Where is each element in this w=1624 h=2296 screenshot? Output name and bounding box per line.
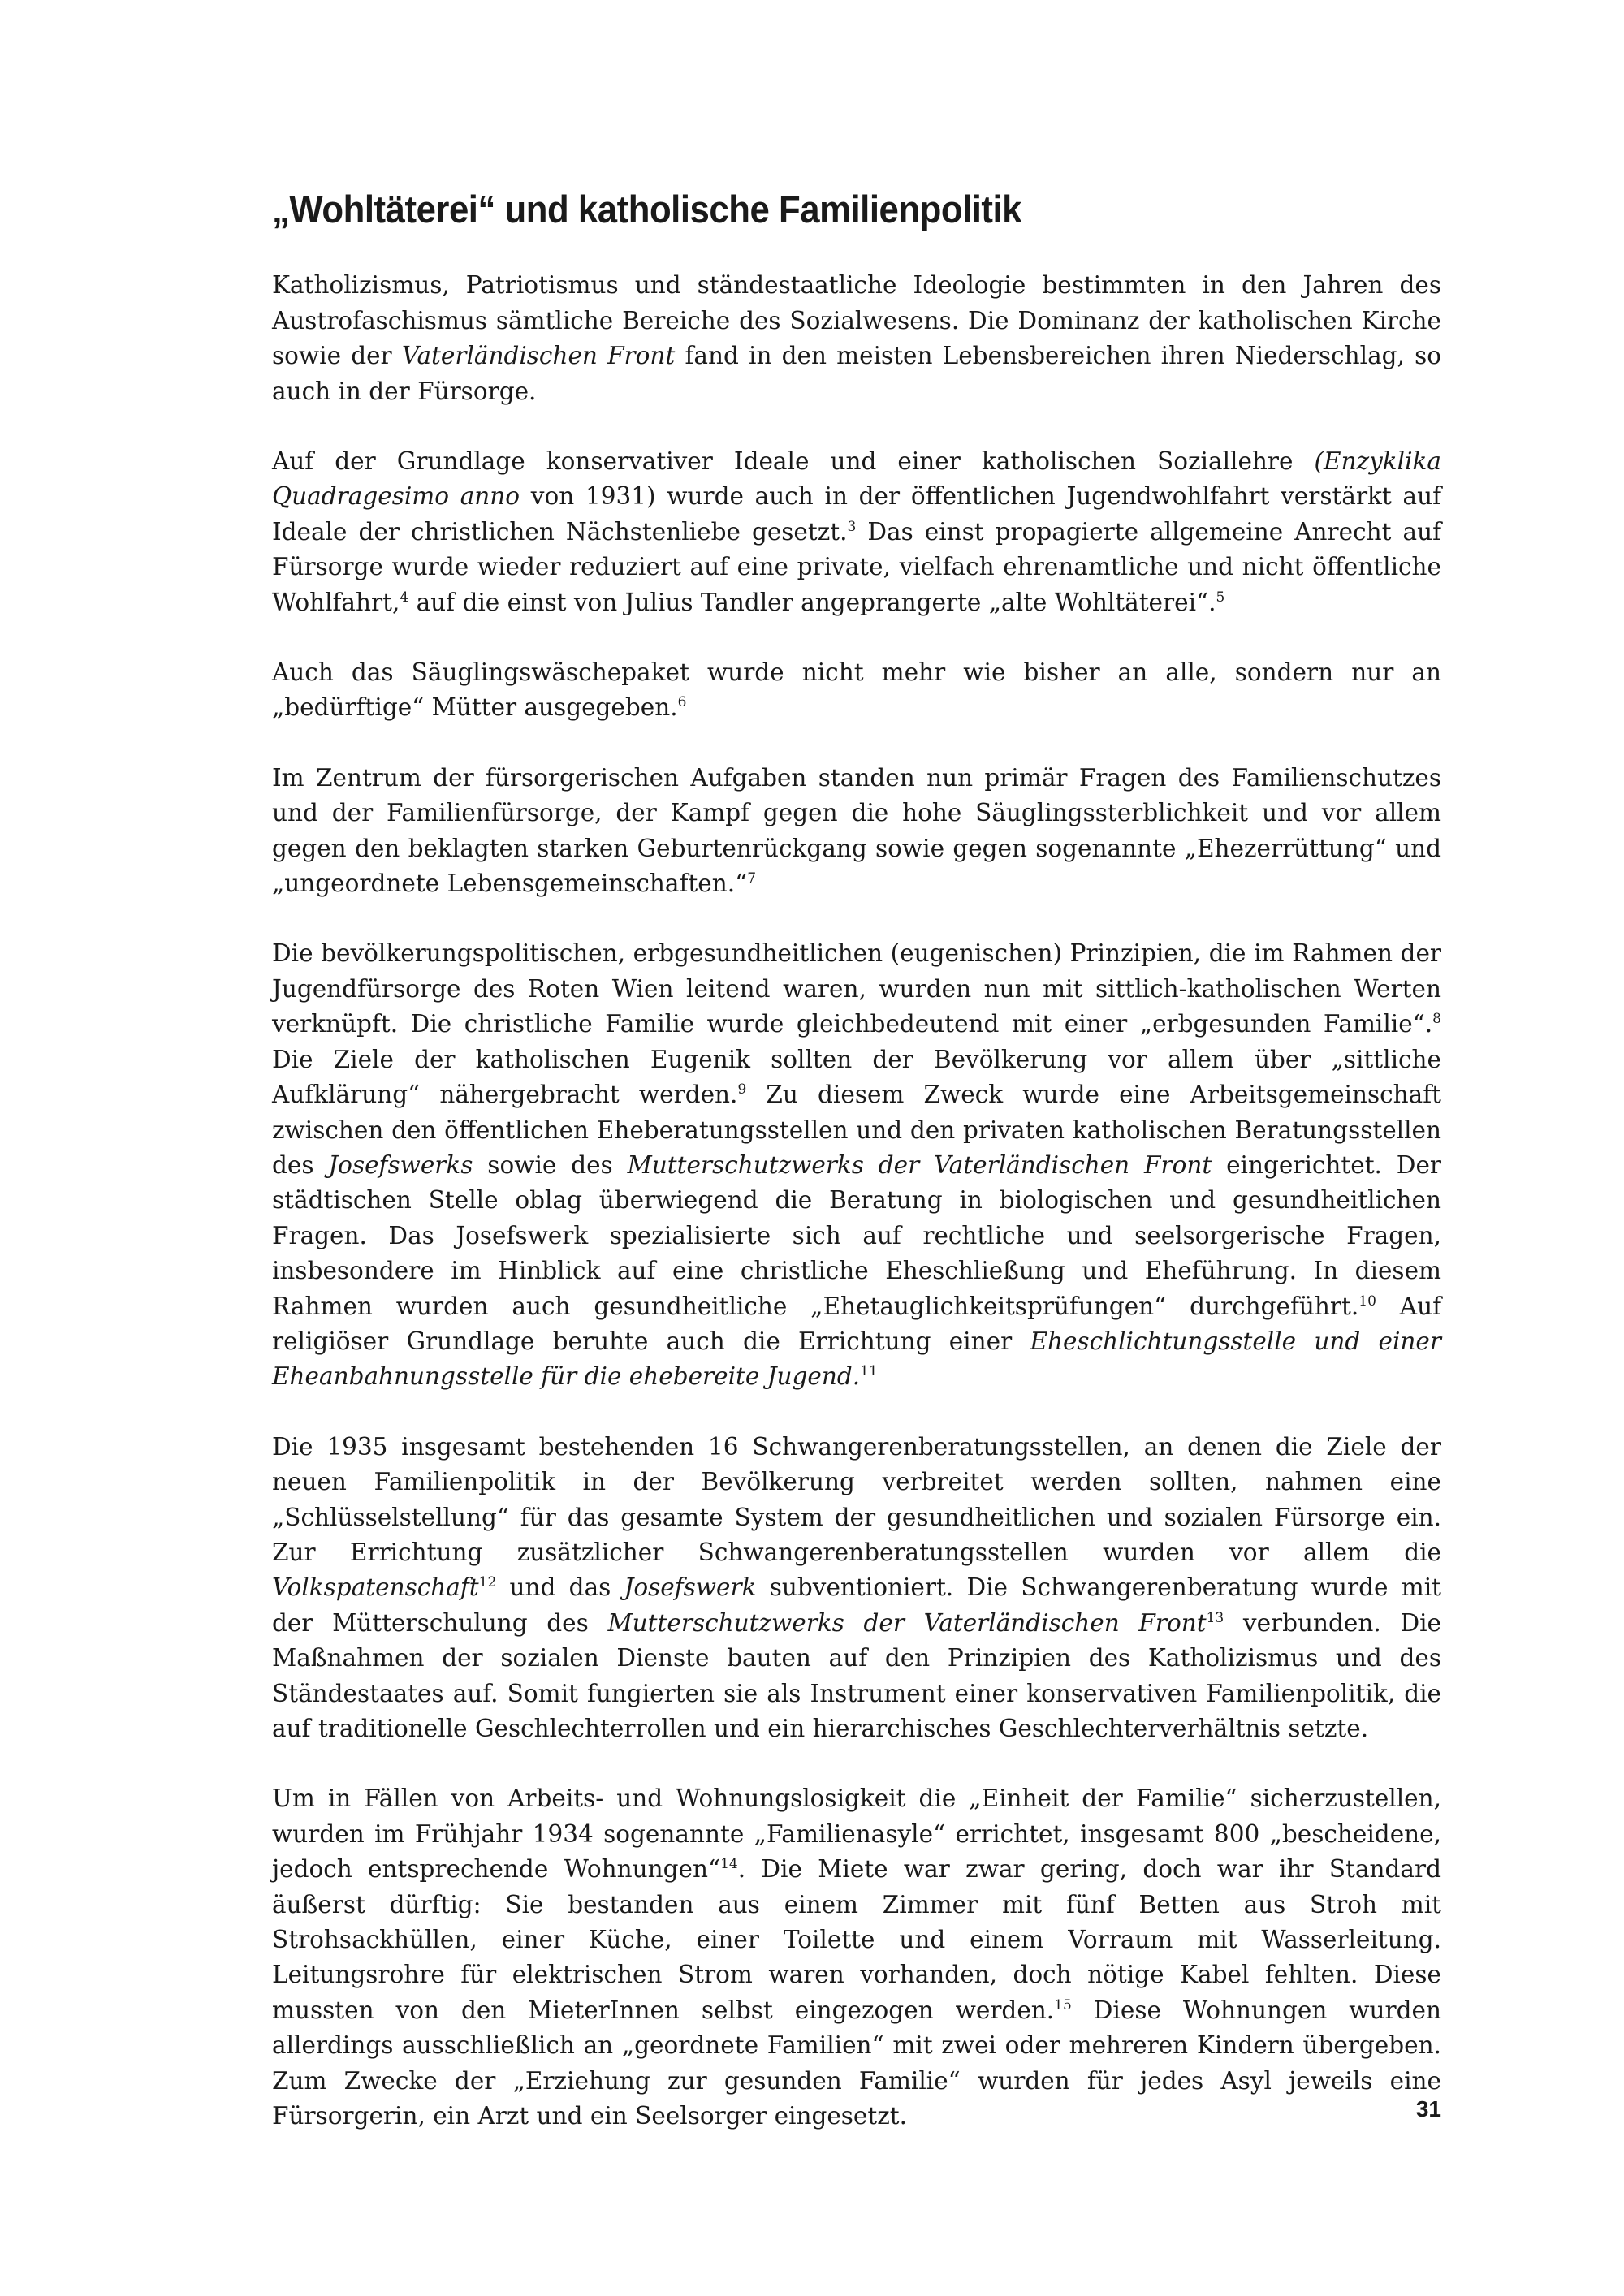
text-run: Die bevölkerungspolitischen, erbgesundheitlichen (eugenischen) Prinzipien, die im Rahmen der Jugendfürsorge des Roten Wien leitend waren, wurden nun mit sittlich-katholischen Werten verknüpft. Die christliche Familie wurde gleichbedeutend mit einer „erbgesunden Familie“. <box>272 939 1441 1038</box>
footnote-ref: 15 <box>1054 1997 1072 2014</box>
footnote-ref: 13 <box>1206 1609 1224 1626</box>
text-run: sowie des <box>473 1150 628 1179</box>
text-run: Auf religiöser Grundlage beruhte auch die Errichtung einer <box>272 1292 1441 1355</box>
italic-run: Mutterschutzwerks der Vaterländischen Front <box>627 1150 1212 1179</box>
text-run: Auf der Grundlage konservativer Ideale und einer katholischen Soziallehre <box>272 447 1315 476</box>
text-run: Das einst propagierte allgemeine Anrecht auf Fürsorge wurde wieder reduziert auf eine private, vielfach ehrenamtliche und nicht öffentliche Wohlfahrt, <box>272 517 1442 616</box>
italic-run: Vaterländischen Front <box>401 342 676 370</box>
footnote-ref: 3 <box>847 519 857 535</box>
footnote-ref: 8 <box>1432 1011 1441 1028</box>
text-run: Um in Fällen von Arbeits- und Wohnungslosigkeit die „Einheit der Familie“ sicherzustellen, wurden im Frühjahr 1934 sogenannte „Familienasyle“ errichtet, insgesamt 800 „bescheidene, jedoch entsprechende Wohnungen“ <box>272 1785 1441 1884</box>
page-content <box>272 187 1441 2169</box>
paragraph-4 <box>272 761 1441 902</box>
footnote-ref: 7 <box>747 870 757 887</box>
italic-run: Volkspatenschaft <box>272 1573 479 1602</box>
paragraph-7 <box>272 1781 1441 2134</box>
page-number: 31 <box>1415 2096 1441 2121</box>
footnote-ref: 11 <box>860 1363 878 1380</box>
text-run: Katholizismus, Patriotismus und ständestaatliche Ideologie bestimmten in den Jahren des Austrofaschismus sämtliche Bereiche des Sozialwesens. Die Dominanz der katholischen Kirche sowie der <box>272 271 1441 370</box>
text-run: Die 1935 insgesamt bestehenden 16 Schwangerenberatungsstellen, an denen die Ziele der neuen Familienpolitik in der Bevölkerung verbreitet werden sollten, nahmen eine „Schlüsselstellung“ für das gesamte System der gesundheitlichen und sozialen Fürsorge ein. Zur Errichtung zusätzlicher Schwangerenberatungsstellen wurden vor allem die <box>272 1432 1441 1566</box>
footnote-ref: 5 <box>1216 589 1225 606</box>
text-run: fand in den meisten Lebensbereichen ihren Niederschlag, so auch in der Fürsorge. <box>272 342 1441 405</box>
text-run: Diese Wohnungen wurden allerdings ausschließlich an „geordnete Familien“ mit zwei oder mehreren Kindern übergeben. Zum Zwecke der „Erziehung zur gesunden Familie“ wurden für jedes Asyl jeweils eine Fürsorgerin, ein Arzt und ein Seelsorger eingesetzt. <box>272 1996 1441 2130</box>
paragraph-1 <box>272 268 1441 409</box>
footnote-ref: 4 <box>400 589 409 606</box>
text-run: eingerichtet. Der städtischen Stelle oblag überwiegend die Beratung in biologischen und gesundheitlichen Fragen. Das Josefswerk spezialisierte sich auf rechtliche und seelsorgerische Fragen, insbesondere im Hinblick auf eine christliche Eheschließung und Eheführung. In diesem Rahmen wurden auch gesundheitliche „Ehetauglichkeitsprüfungen“ durchgeführt. <box>272 1150 1442 1320</box>
paragraph-5 <box>272 936 1441 1394</box>
paragraph-3 <box>272 655 1441 726</box>
footnote-ref: 14 <box>720 1856 738 1873</box>
footnote-ref: 12 <box>478 1574 497 1591</box>
text-run: subventioniert. Die Schwangerenberatung wurde mit der Mütterschulung des <box>272 1573 1441 1637</box>
italic-run: Josefswerks <box>328 1150 473 1179</box>
paragraph-2 <box>272 444 1441 620</box>
text-run: Im Zentrum der fürsorgerischen Aufgaben standen nun primär Fragen des Familienschutzes und der Familienfürsorge, der Kampf gegen die hohe Säuglingssterblichkeit und vor allem gegen den beklagten starken Geburtenrückgang sowie gegen sogenannte „Ehezerrüttung“ und „ungeordnete Lebensgemeinschaften.“ <box>272 763 1441 898</box>
italic-run: Josefswerk <box>624 1573 757 1602</box>
text-run: Zu diesem Zweck wurde eine Arbeitsgemeinschaft zwischen den öffentlichen Eheberatungsstellen und den privaten katholischen Beratungsstellen des <box>272 1081 1441 1179</box>
text-run: von 1931) wurde auch in der öffentlichen Jugendwohlfahrt verstärkt auf Ideale der christlichen Nächstenliebe gesetzt. <box>272 482 1442 546</box>
italic-run: Eheschlichtungsstelle und einer Eheanbahnungsstelle für die ehebereite Jugend. <box>272 1327 1441 1391</box>
paragraph-6 <box>272 1430 1441 1747</box>
footnote-ref: 10 <box>1358 1293 1376 1310</box>
italic-run: Mutterschutzwerks der Vaterländischen Front <box>607 1608 1207 1637</box>
footnote-ref: 9 <box>737 1081 747 1098</box>
text-run: Auch das Säuglingswäschepaket wurde nicht mehr wie bisher an alle, sondern nur an „bedürftige“ Mütter ausgegeben. <box>272 658 1441 722</box>
text-run: . Die Miete war zwar gering, doch war ihr Standard äußerst dürftig: Sie bestanden aus einem Zimmer mit fünf Betten aus Stroh mit Strohsackhüllen, einer Küche, einer Toilette und einem Vorraum mit Wasserleitung. Leitungsrohre für elektrischen Strom waren vorhanden, doch nötige Kabel fehlten. Diese mussten von den MieterInnen selbst eingezogen werden. <box>272 1855 1441 2024</box>
footnote-ref: 6 <box>677 694 687 711</box>
text-run: Die Ziele der katholischen Eugenik sollten der Bevölkerung vor allem über „sittliche Aufklärung“ nähergebracht werden. <box>272 1045 1441 1109</box>
text-run: auf die einst von Julius Tandler angeprangerte „alte Wohltäterei“. <box>408 588 1216 616</box>
text-run: und das <box>496 1573 624 1602</box>
italic-run: (Enzyklika Quadragesimo anno <box>272 447 1441 511</box>
text-run: verbunden. Die Maßnahmen der sozialen Dienste bauten auf den Prinzipien des Katholizismus und des Ständestaates auf. Somit fungierten sie als Instrument einer konservativen Familienpolitik, die auf traditionelle Geschlechterrollen und ein hierarchisches Geschlechterverhältnis setzte. <box>272 1608 1441 1743</box>
section-heading: „Wohltäterei“ und katholische Familienpolitik <box>272 188 1022 231</box>
